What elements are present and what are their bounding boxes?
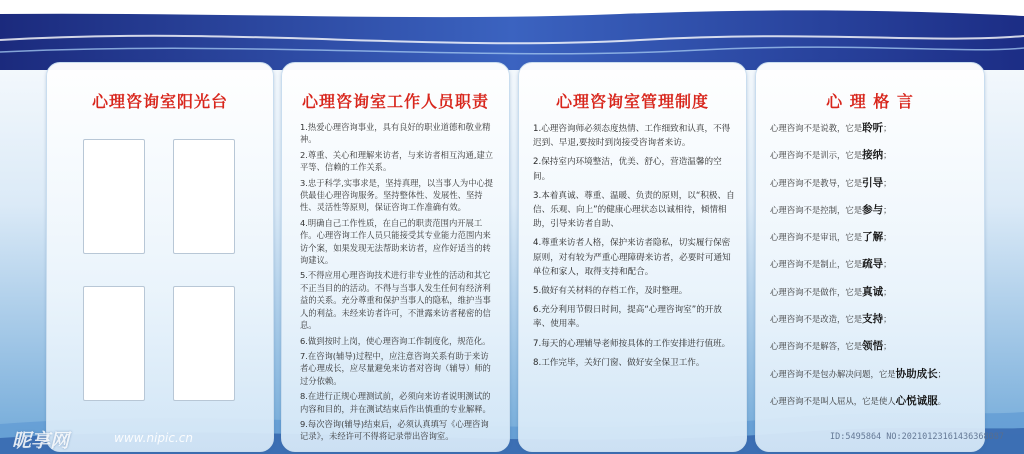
list-item: 1.心理咨询师必须态度热情、工作细致和认真，不得迟到、早退,要按时到岗接受咨询者来访。	[533, 124, 731, 149]
watermark-logo: 昵享网	[12, 430, 70, 452]
list-item: 5.做好有关材料的存档工作，及时整理。	[533, 286, 688, 297]
motto-item: 心理咨询不是审讯，它是了解；	[770, 231, 892, 244]
watermark-url: www.nipic.cn	[114, 431, 193, 445]
list-item: 1.热爱心理咨询事业，具有良好的职业道德和敬业精神。	[300, 122, 491, 145]
panel-title: 心理咨询室阳光台	[91, 92, 228, 111]
motto-item: 心理咨询不是教导，它是引导；	[770, 176, 892, 189]
duties-list	[300, 121, 495, 446]
motto-item: 心理咨询不是说教，它是聆听；	[770, 122, 892, 134]
panel-management-rules	[518, 62, 747, 452]
panel-psychology-mottos	[755, 62, 985, 452]
motto-item: 心理咨询不是解答，它是领悟；	[770, 340, 892, 353]
list-item: 3.本着真诚、尊重、温暖、负责的原则，以“积极、自信、乐观、向上”的健康心理状态以诚相待，倾情相助，引导来访者自助、	[533, 190, 735, 230]
panel-title: 心 理 格 言	[826, 92, 914, 111]
photo-placeholder	[173, 286, 235, 401]
list-item: 4.尊重来访者人格，保护来访者隐私，切实履行保密原则，对有较为严重心理障碍来访者，必要时可通知单位和家人，取得支持和配合。	[533, 238, 731, 277]
list-item: 8.在进行正规心理测试前，必须向来访者说明测试的内容和目的，并在测试结束后作出慎重的专业解释。	[300, 391, 491, 414]
panel-title: 心理咨询室管理制度	[555, 92, 709, 111]
list-item: 7.每天的心理辅导老师按具体的工作安排进行值班。	[533, 338, 731, 349]
motto-item: 心理咨询不是制止，它是疏导；	[770, 258, 892, 271]
motto-item: 心理咨询不是训示，它是接纳；	[770, 149, 892, 162]
list-item: 6.做到按时上岗，使心理咨询工作制度化，规范化。	[300, 335, 491, 346]
motto-item: 心理咨询不是控制，它是参与；	[770, 203, 892, 216]
photo-placeholder	[173, 139, 235, 254]
list-item: 2.保持室内环境整洁，优美、舒心，营造温馨的空间。	[533, 157, 722, 182]
photo-placeholder	[83, 286, 145, 401]
panel-staff-duties	[281, 62, 510, 452]
panel-title: 心理咨询室工作人员职责	[301, 92, 489, 111]
image-id-text: ID:5495864 NO:20210123161436368087	[830, 432, 1004, 442]
list-item: 2.尊重、关心和理解来访者，与来访者相互沟通,建立平等、信赖的工作关系。	[300, 149, 494, 173]
motto-item: 心理咨询不是叫人屈从，它是使人心悦诚服。	[770, 394, 946, 407]
list-item: 7.在咨询(辅导)过程中，应注意咨询关系有助于来访者心理成长，应尽量避免来访者对咨询（辅导）师的过分依赖。	[300, 350, 491, 386]
list-item: 9.每次咨询(辅导)结束后，必须认真填写《心理咨询记录》，未经许可不得将记录带出咨询室。	[300, 418, 489, 442]
list-item: 4.明确自己工作性质，在自己的职责范围内开展工作。心理咨询工作人员只能接受其专业能力范围内来访个案，如果发现无法帮助来访者，应作好适当的转询建议。	[300, 217, 491, 266]
list-item: 5.不得应用心理咨询技术进行非专业性的活动和其它不正当目的的活动。不得与当事人发生任何有经济利益的关系。充分尊重和保护当事人的隐私，维护当事人的利益。未经来访者许可，不泄露来访者秘密的信息。	[300, 270, 491, 331]
rules-list	[533, 122, 736, 375]
motto-item: 心理咨询不是做作，它是真诚；	[770, 285, 892, 298]
photo-placeholder	[83, 139, 145, 254]
motto-item: 心理咨询不是包办解决问题，它是协助成长；	[770, 367, 946, 380]
header-wave-band	[0, 0, 1024, 70]
list-item: 3.忠于科学,实事求是，坚持真理，以当事人为中心提供最佳心理咨询服务。坚持整体性、发展性、坚持性、灵活性等原则，保证咨询工作准确有效。	[300, 177, 494, 213]
mottos-list	[756, 115, 984, 415]
panel-sunshine-board	[46, 62, 274, 452]
motto-item: 心理咨询不是改造，它是支持；	[770, 313, 892, 326]
list-item: 6.充分利用节假日时间，提高“心理咨询室”的开放率、使用率。	[533, 305, 722, 330]
list-item: 8.工作完毕，关好门窗、做好安全保卫工作。	[533, 357, 705, 368]
